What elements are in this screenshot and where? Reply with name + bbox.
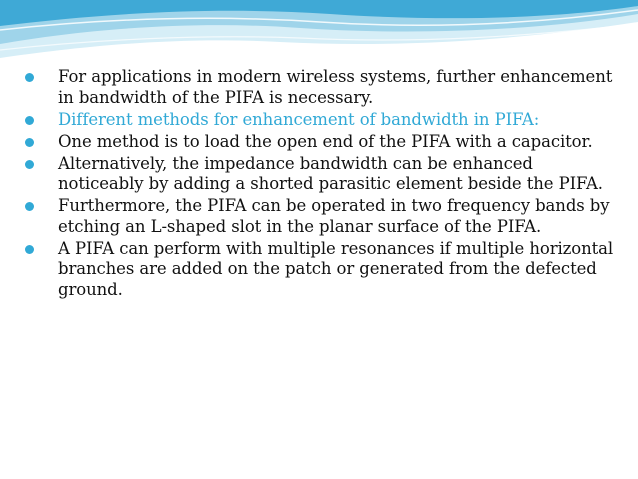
bullet-item	[22, 196, 622, 237]
bullet-item-highlight	[22, 110, 622, 131]
bullet-text: Alternatively, the impedance bandwidth can be enhanced noticeably by adding a shorted parasitic element beside the PIFA.	[58, 153, 603, 193]
bullet-item	[22, 239, 622, 301]
bullet-icon	[25, 116, 34, 125]
bullet-text: One method is to load the open end of the PIFA with a capacitor.	[58, 131, 593, 151]
bullet-text: A PIFA can perform with multiple resonances if multiple horizontal branches are added on the patch or generated from the defected ground.	[58, 238, 614, 299]
bullet-icon	[25, 202, 34, 211]
header-wave-decoration	[0, 0, 638, 62]
bullet-item	[22, 154, 622, 195]
bullet-icon	[25, 138, 34, 147]
bullet-list	[22, 67, 622, 302]
bullet-item	[22, 67, 622, 108]
bullet-text: For applications in modern wireless systems, further enhancement in bandwidth of the PIFA is necessary.	[58, 67, 613, 107]
bullet-text: Furthermore, the PIFA can be operated in two frequency bands by etching an L-shaped slot in the planar surface of the PIFA.	[58, 196, 610, 236]
bullet-icon	[25, 160, 34, 169]
bullet-item	[22, 132, 622, 153]
bullet-icon	[25, 245, 34, 254]
bullet-icon	[25, 73, 34, 82]
bullet-text: Different methods for enhancement of bandwidth in PIFA:	[58, 109, 540, 129]
